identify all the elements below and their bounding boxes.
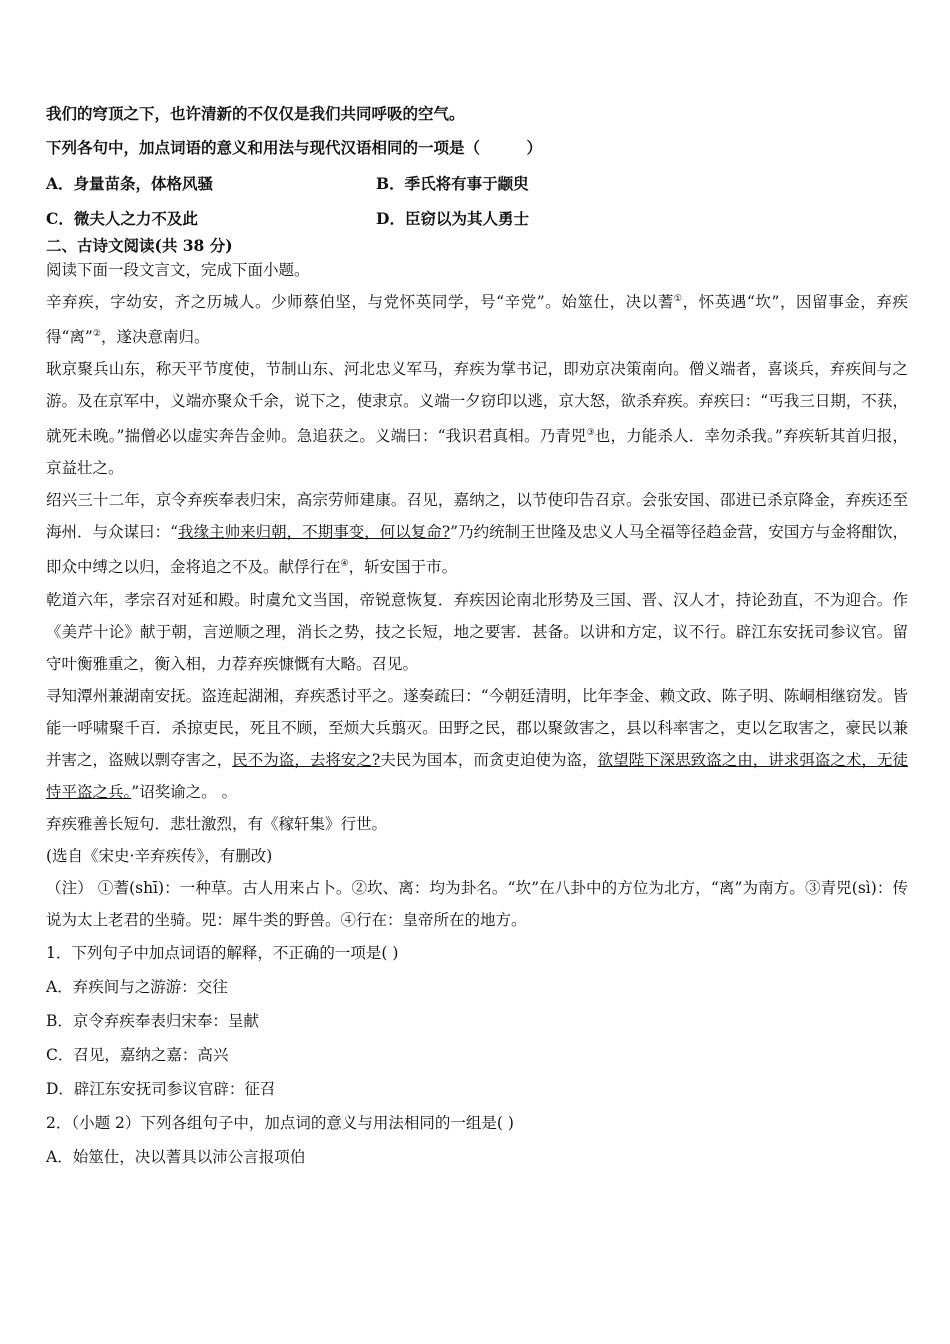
passage-paragraph-6: 弃疾雅善长短句．悲壮激烈，有《稼轩集》行世。 (46, 814, 388, 833)
underlined-sentence: 我缘主帅来归朝，不期事变，何以复命? (178, 523, 451, 542)
option-b: B．季氏将有事于颛臾 (376, 173, 529, 193)
passage-paragraph-3: 绍兴三十二年，京令弃疾奉表归宋，高宗劳师建康。召见，嘉纳之，以节使印告召京。会张安国、邵进已杀京降金，弃疾还至海州．与众谋曰：“我缘主帅来归朝，不期事变，何以复命?”乃约统制王世隆及忠义人马全福等径趋金营，安国方与金将酣饮，即众中缚之以归，金将追之不及。献俘行在④，斩安国于市。 (46, 491, 908, 577)
question-2-option-a: A．始筮仕，决以蓍具以沛公言报项伯 (46, 1147, 306, 1166)
footnote-marker: ④ (340, 559, 349, 570)
footnote-marker: ③ (586, 428, 595, 439)
footnote-marker: ② (92, 329, 101, 340)
option-row (46, 200, 908, 235)
question-1-option-b: B．京令弃疾奉表归宋奉：呈献 (46, 1011, 259, 1030)
section-intro: 阅读下面一段文言文，完成下面小题。 (46, 261, 310, 279)
passage-notes: （注） ①蓍(shī)：一种草。古人用来占卜。②坎、离：均为卦名。“坎”在八卦中的方位为北方，“离”为南方。③青兕(sì)：传说为太上老君的坐骑。兕：犀牛类的野兽。④行在：皇帝所在的地方。 (46, 878, 908, 929)
footnote-marker: ① (673, 294, 683, 304)
question-1: 1．下列句子中加点词语的解释，不正确的一项是( ) (46, 943, 399, 962)
section-title: 二、古诗文阅读(共 38 分) (46, 236, 233, 255)
underlined-sentence: 欲望陛下深思致盗之由，讲求弭盗之术，无徒恃平盗之兵。 (46, 750, 908, 801)
top-line: 我们的穹顶之下，也许清新的不仅仅是我们共同呼吸的空气。 (46, 104, 465, 123)
underlined-sentence: 民不为盗，去将安之? (232, 750, 381, 769)
option-d: D．臣窃以为其人勇士 (376, 208, 529, 228)
question-1-option-c: C．召见，嘉纳之嘉：高兴 (46, 1045, 229, 1064)
question-stem: 下列各句中，加点词语的意义和用法与现代汉语相同的一项是（ ） (46, 138, 543, 157)
option-c: C．微夫人之力不及此 (46, 208, 198, 228)
question-2: 2．（小题 2）下列各组句子中，加点词的意义与用法相同的一组是( ) (46, 1113, 514, 1132)
passage-paragraph-2: 耿京聚兵山东，称天平节度使，节制山东、河北忠义军马，弃疾为掌书记，即劝京决策南向。僧义端者，喜谈兵，弃疾间与之游。及在京军中，义端亦聚众千余，说下之，使隶京。义端一夕窃印以逃，京大怒，欲杀弃疾。弃疾曰：“丐我三日期，不获，就死未晚。”揣僧必以虚实奔告金帅。急追获之。义端曰：“我识君真相。乃青兕③也，力能杀人．幸勿杀我。”弃疾斩其首归报，京益壮之。 (46, 360, 908, 478)
option-row (46, 165, 908, 200)
option-a: A．身量苗条，体格风骚 (46, 173, 214, 193)
question-1-option-d: D．辟江东安抚司参议官辟：征召 (46, 1079, 276, 1098)
passage-source: (选自《宋史·辛弃疾传》，有删改) (46, 846, 273, 865)
passage-paragraph-1: 辛弃疾，字幼安，齐之历城人。少师蔡伯坚，与党怀英同学，号“辛党”。始筮仕，决以蓍①，怀英遇“坎”，因留事金，弃疾得“离”②，遂决意南归。 (46, 293, 908, 347)
document-page (46, 97, 908, 1174)
question-1-option-a: A．弃疾间与之游游：交往 (46, 977, 228, 996)
passage-paragraph-4: 乾道六年，孝宗召对延和殿。时虞允文当国，帝锐意恢复．弃疾因论南北形势及三国、晋、汉人才，持论劲直，不为迎合。作《美芹十论》献于朝，言逆顺之理，消长之势，技之长短，地之要害．甚备。以讲和方定，议不行。辟江东安抚司参议官。留守叶衡雅重之，衡入相，力荐弃疾慷慨有大略。召见。 (46, 590, 908, 673)
passage-paragraph-5: 寻知潭州兼湖南安抚。盗连起湖湘，弃疾悉讨平之。遂奏疏曰：“今朝廷清明，比年李金、赖文政、陈子明、陈峒相继窃发。皆能一呼啸聚千百．杀掠吏民，死且不顾，至烦大兵翦灭。田野之民，郡以聚敛害之，县以科率害之，吏以乞取害之，豪民以兼并害之，盗贼以剽夺害之，民不为盗，去将安之?夫民为国本，而贪吏迫使为盗，欲望陛下深思致盗之由，讲求弭盗之术，无徒恃平盗之兵。”诏奖谕之。 。 (46, 686, 908, 801)
